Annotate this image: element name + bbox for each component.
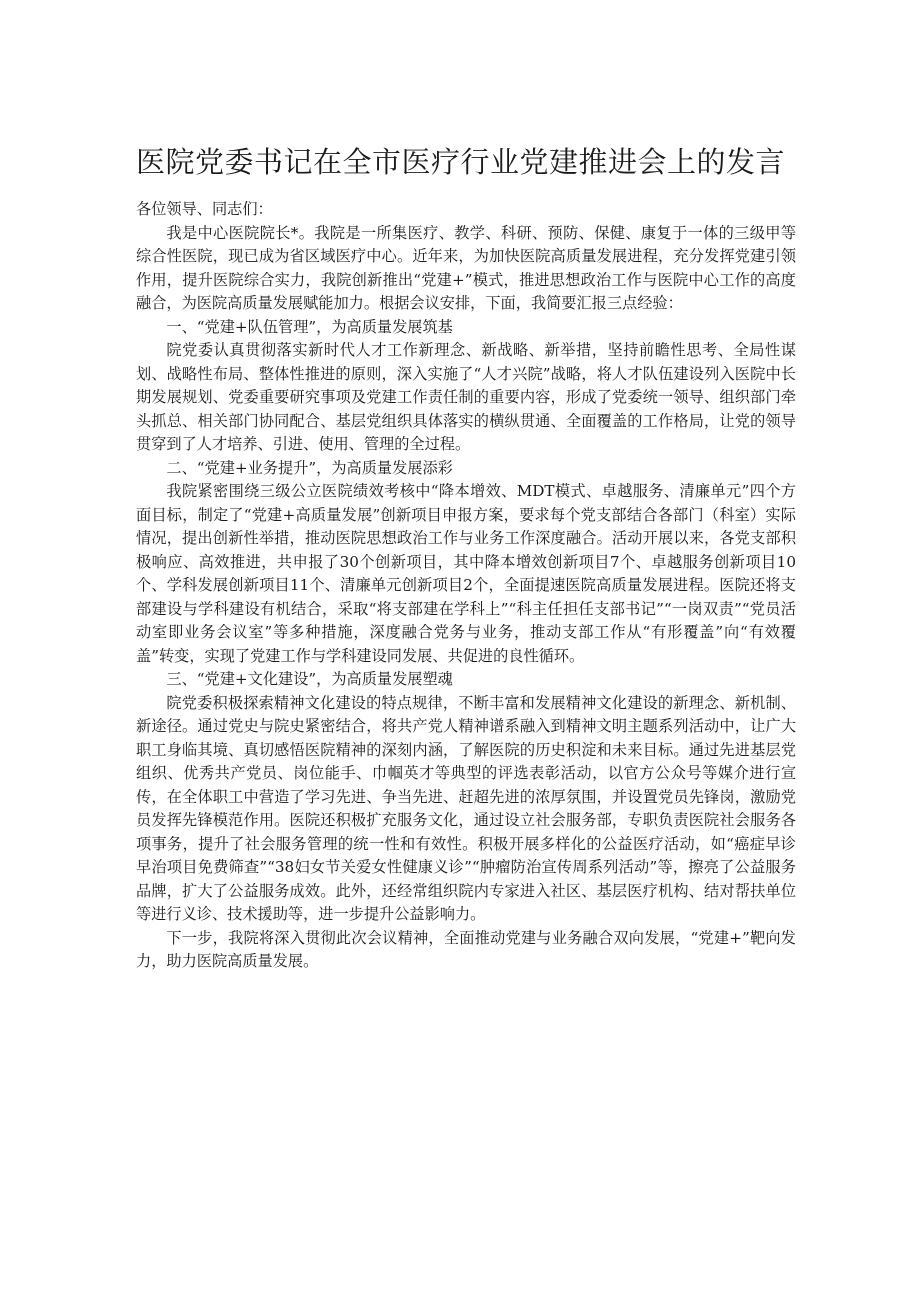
section-2-body: 我院紧密围绕三级公立医院绩效考核中“降本增效、MDT模式、卓越服务、清廉单元”四个方面目标，制定了“党建+高质量发展”创新项目申报方案，要求每个党支部结合各部门（科室）实际情况，提出创新性举措，推动医院思想政治工作与业务工作深度融合。活动开展以来，各党支部积极响应、高效推进，共申报了30个创新项目，其中降本增效创新项目7个、卓越服务创新项目10个、学科发展创新项目11个、清廉单元创新项目2个，全面提速医院高质量发展进程。医院还将支部建设与学科建设有机结合，采取“将支部建在学科上”“科主任担任支部书记”“一岗双责”“党员活动室即业务会议室”等多种措施，深度融合党务与业务，推动支部工作从“有形覆盖”向“有效覆盖”转变，实现了党建工作与学科建设同发展、共促进的良性循环。 — [136, 482, 796, 665]
section-3-body: 院党委积极探索精神文化建设的特点规律，不断丰富和发展精神文化建设的新理念、新机制、新途径。通过党史与院史紧密结合，将共产党人精神谱系融入到精神文明主题系列活动中，让广大职工身临其境、真切感悟医院精神的深刻内涵，了解医院的历史积淀和未来目标。通过先进基层党组织、优秀共产党员、岗位能手、巾帼英才等典型的评选表彰活动，以官方公众号等媒介进行宣传，在全体职工中营造了学习先进、争当先进、赶超先进的浓厚氛围，并设置党员先锋岗，激励党员发挥先锋模范作用。医院还积极扩充服务文化，通过设立社会服务部，专职负责医院社会服务各项事务，提升了社会服务管理的统一性和有效性。积极开展多样化的公益医疗活动，如“癌症早诊早治项目免费筛查”“38妇女节关爱女性健康义诊”“肿瘤防治宣传周系列活动”等，擦亮了公益服务品牌，扩大了公益服务成效。此外，还经常组织院内专家进入社区、基层医疗机构、结对帮扶单位等进行义诊、技术援助等，进一步提升公益影响力。 — [136, 693, 796, 923]
section-3-heading: 三、“党建+文化建设”，为高质量发展塑魂 — [166, 670, 453, 688]
section-1-body: 院党委认真贯彻落实新时代人才工作新理念、新战略、新举措，坚持前瞻性思考、全局性谋划、战略性布局、整体性推进的原则，深入实施了“人才兴院”战略，将人才队伍建设列入医院中长期发展规划、党委重要研究事项及党建工作责任制的重要内容，形成了党委统一领导、组织部门牵头抓总、相关部门协同配合、基层党组织具体落实的横纵贯通、全面覆盖的工作格局，让党的领导贯穿到了人才培养、引进、使用、管理的全过程。 — [136, 341, 796, 453]
closing-paragraph: 下一步，我院将深入贯彻此次会议精神，全面推动党建与业务融合双向发展，“党建+”靶向发力，助力医院高质量发展。 — [136, 928, 796, 970]
section-2-heading: 二、“党建+业务提升”，为高质量发展添彩 — [166, 458, 453, 477]
document-title: 医院党委书记在全市医疗行业党建推进会上的发言 — [136, 145, 786, 179]
intro-paragraph: 我是中心医院院长*。我院是一所集医疗、教学、科研、预防、保健、康复于一体的三级甲等综合性医院，现已成为省区域医疗中心。近年来，为加快医院高质量发展进程，充分发挥党建引领作用，提升医院综合实力，我院创新推出“党建+”模式，推进思想政治工作与医院中心工作的高度融合，为医院高质量发展赋能加力。根据会议安排，下面，我简要汇报三点经验： — [136, 223, 796, 312]
salutation: 各位领导、同志们： — [136, 200, 273, 218]
section-1-heading: 一、“党建+队伍管理”，为高质量发展筑基 — [166, 317, 453, 336]
document-body — [136, 198, 796, 974]
